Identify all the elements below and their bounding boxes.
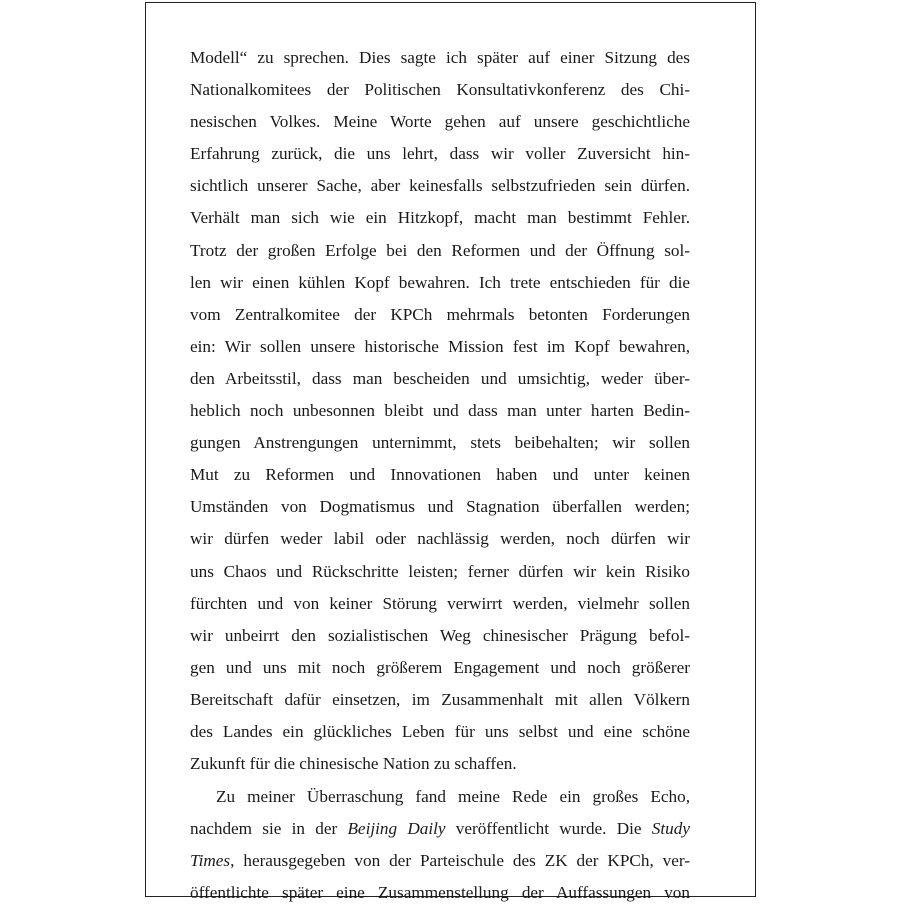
text-line: Modell“ zu sprechen. Dies sagte ich später auf einer Sitzung des — [190, 48, 690, 67]
text-line: den Arbeitsstil, dass man bescheiden und umsichtig, weder über- — [190, 368, 690, 388]
text-run: nachdem sie in der — [190, 819, 348, 839]
text-run: veröffentlicht wurde. Die — [445, 819, 652, 839]
text-line: des Landes ein glückliches Leben für uns selbst und eine schöne — [190, 721, 690, 741]
text-line: gen und uns mit noch größerem Engagement und noch größerer — [190, 657, 690, 677]
text-line: Nationalkomitees der Politischen Konsultativkonferenz des Chi- — [190, 80, 690, 100]
text-run: , herausgegeben von der Parteischule des ZK der KPCh, ver- — [230, 851, 690, 871]
text-line: Umständen von Dogmatismus und Stagnation überfallen werden; — [190, 497, 690, 517]
text-line-with-italics — [190, 845, 690, 877]
text-line: fürchten und von keiner Störung verwirrt werden, vielmehr sollen — [190, 593, 690, 613]
book-page — [145, 2, 756, 903]
text-line: Erfahrung zurück, die uns lehrt, dass wir voller Zuversicht hin- — [190, 144, 690, 164]
text-line: Zu meiner Überraschung fand meine Rede ein großes Echo, — [216, 787, 690, 807]
text-line: len wir einen kühlen Kopf bewahren. Ich trete entschieden für die — [190, 272, 690, 292]
text-line-with-italics — [190, 813, 690, 845]
text-line: heblich noch unbesonnen bleibt und dass man unter harten Bedin- — [190, 401, 690, 421]
publication-title: Times — [190, 851, 231, 871]
text-line: gungen Anstrengungen unternimmt, stets beibehalten; wir sollen — [190, 433, 690, 453]
page-text — [190, 42, 690, 910]
text-line: ein: Wir sollen unsere historische Mission fest im Kopf bewahren, — [190, 336, 690, 356]
paragraph-2 — [190, 781, 690, 909]
publication-title: Beijing Daily — [347, 819, 446, 839]
text-line: wir unbeirrt den sozialistischen Weg chinesischer Prägung befol- — [190, 625, 690, 645]
publication-title: Study — [651, 819, 690, 839]
paragraph-1 — [190, 42, 690, 780]
text-line: öffentlichte später eine Zusammenstellung der Auffassungen von — [190, 883, 690, 903]
text-line: vom Zentralkomitee der KPCh mehrmals betonten Forderungen — [190, 304, 690, 324]
text-line: sichtlich unserer Sache, aber keinesfalls selbstzufrieden sein dürfen. — [190, 176, 690, 196]
text-line: nesischen Volkes. Meine Worte gehen auf unsere geschichtliche — [190, 112, 690, 132]
text-line: Mut zu Reformen und Innovationen haben und unter keinen — [190, 465, 690, 485]
text-line: Zukunft für die chinesische Nation zu schaffen. — [190, 754, 517, 774]
text-line: Bereitschaft dafür einsetzen, im Zusammenhalt mit allen Völkern — [190, 689, 690, 709]
text-line: uns Chaos und Rückschritte leisten; ferner dürfen wir kein Risiko — [190, 561, 690, 581]
text-line: wir dürfen weder labil oder nachlässig werden, noch dürfen wir — [190, 529, 690, 549]
text-line: Trotz der großen Erfolge bei den Reformen und der Öffnung sol- — [190, 240, 690, 260]
text-line: Verhält man sich wie ein Hitzkopf, macht man bestimmt Fehler. — [190, 208, 690, 228]
